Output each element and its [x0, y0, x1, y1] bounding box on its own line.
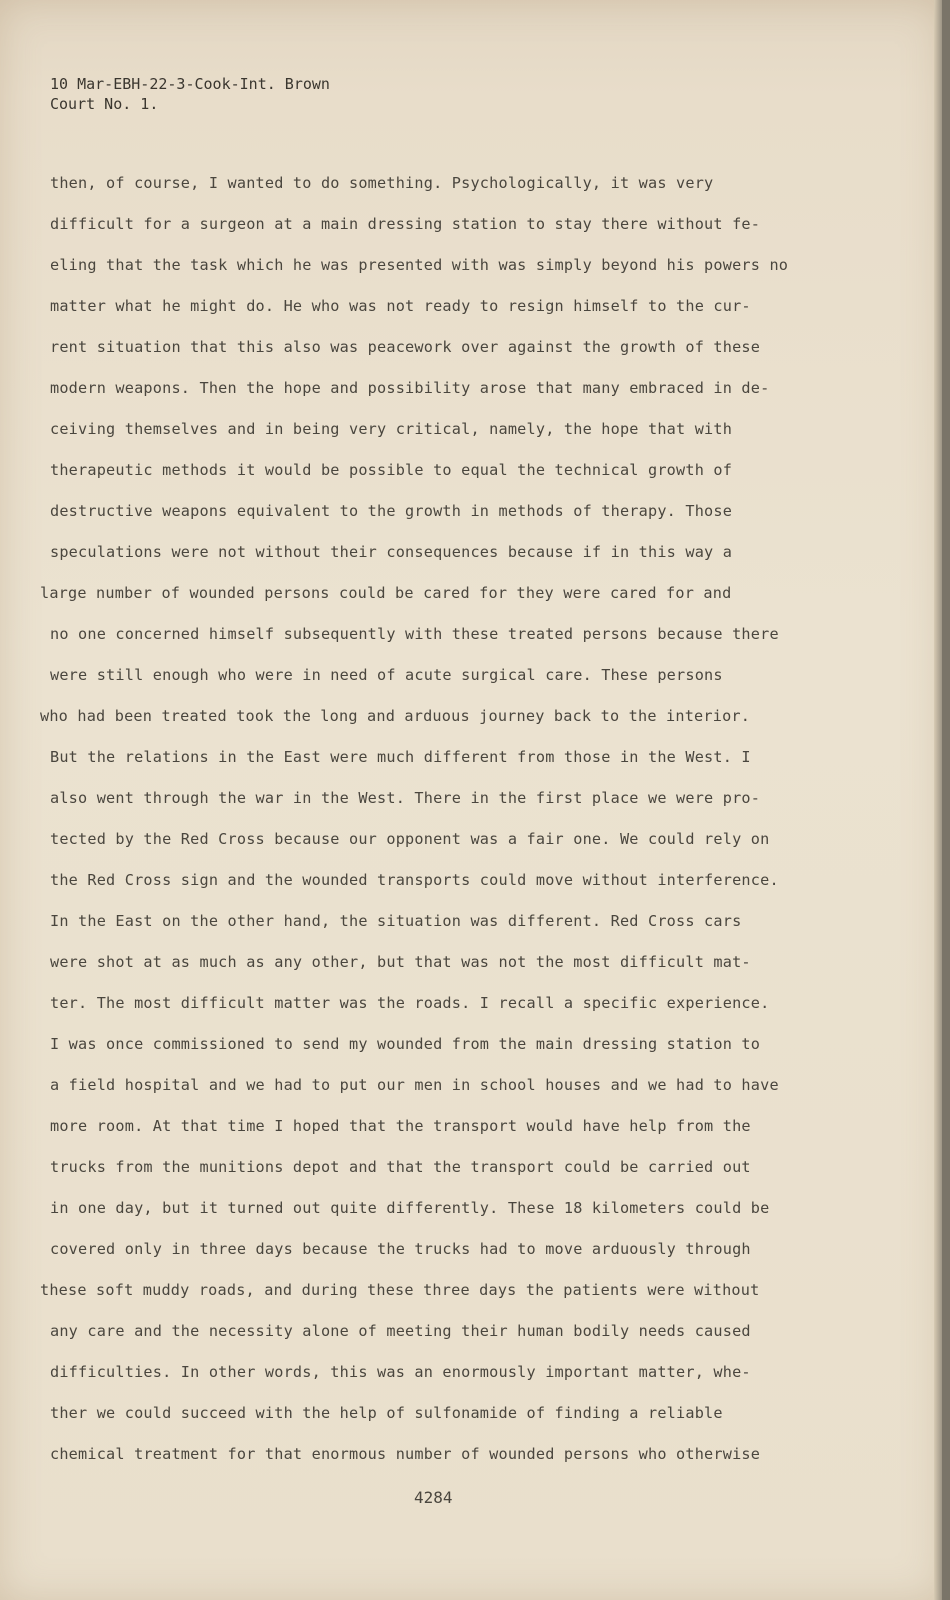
text-line: tected by the Red Cross because our opponent was a fair one. We could rely on	[50, 830, 770, 848]
text-line: a field hospital and we had to put our men in school houses and we had to have	[50, 1076, 779, 1094]
text-line: chemical treatment for that enormous number of wounded persons who otherwise	[50, 1445, 761, 1463]
text-line: ther we could succeed with the help of sulfonamide of finding a reliable	[50, 1404, 723, 1422]
text-line: difficult for a surgeon at a main dressing station to stay there without fe-	[50, 215, 761, 233]
text-line: more room. At that time I hoped that the transport would have help from the	[50, 1117, 751, 1135]
text-line: trucks from the munitions depot and that the transport could be carried out	[50, 1158, 751, 1176]
text-line: destructive weapons equivalent to the growth in methods of therapy. Those	[50, 502, 733, 520]
text-line: rent situation that this also was peacework over against the growth of these	[50, 338, 761, 356]
text-line: large number of wounded persons could be cared for they were cared for and	[40, 584, 732, 602]
text-line: ter. The most difficult matter was the roads. I recall a specific experience.	[50, 994, 770, 1012]
header-line-1: 10 Mar-EBH-22-3-Cook-Int. Brown	[50, 75, 330, 93]
text-line: covered only in three days because the trucks had to move arduously through	[50, 1240, 751, 1258]
text-line: ceiving themselves and in being very critical, namely, the hope that with	[50, 420, 733, 438]
text-line: were still enough who were in need of acute surgical care. These persons	[50, 666, 723, 684]
text-line: speculations were not without their consequences because if in this way a	[50, 543, 733, 561]
text-line: In the East on the other hand, the situation was different. Red Cross cars	[50, 912, 742, 930]
text-line: But the relations in the East were much different from those in the West. I	[50, 748, 751, 766]
text-line: difficulties. In other words, this was an enormously important matter, whe-	[50, 1363, 751, 1381]
text-line: then, of course, I wanted to do something. Psychologically, it was very	[50, 174, 714, 192]
text-line: I was once commissioned to send my wounded from the main dressing station to	[50, 1035, 761, 1053]
text-line: these soft muddy roads, and during these three days the patients were without	[40, 1281, 760, 1299]
text-line: in one day, but it turned out quite differently. These 18 kilometers could be	[50, 1199, 770, 1217]
text-line: any care and the necessity alone of meeting their human bodily needs caused	[50, 1322, 751, 1340]
text-line: also went through the war in the West. There in the first place we were pro-	[50, 789, 761, 807]
text-line: were shot at as much as any other, but that was not the most difficult mat-	[50, 953, 751, 971]
header-line-2: Court No. 1.	[50, 95, 159, 113]
text-line: modern weapons. Then the hope and possibility arose that many embraced in de-	[50, 379, 770, 397]
page-number: 4284	[414, 1488, 453, 1507]
text-line: therapeutic methods it would be possible to equal the technical growth of	[50, 461, 733, 479]
text-line: matter what he might do. He who was not ready to resign himself to the cur-	[50, 297, 751, 315]
text-line: who had been treated took the long and arduous journey back to the interior.	[40, 707, 751, 725]
text-line: the Red Cross sign and the wounded transports could move without interference.	[50, 871, 779, 889]
text-line: no one concerned himself subsequently with these treated persons because there	[50, 625, 779, 643]
text-line: eling that the task which he was presented with was simply beyond his powers no	[50, 256, 789, 274]
